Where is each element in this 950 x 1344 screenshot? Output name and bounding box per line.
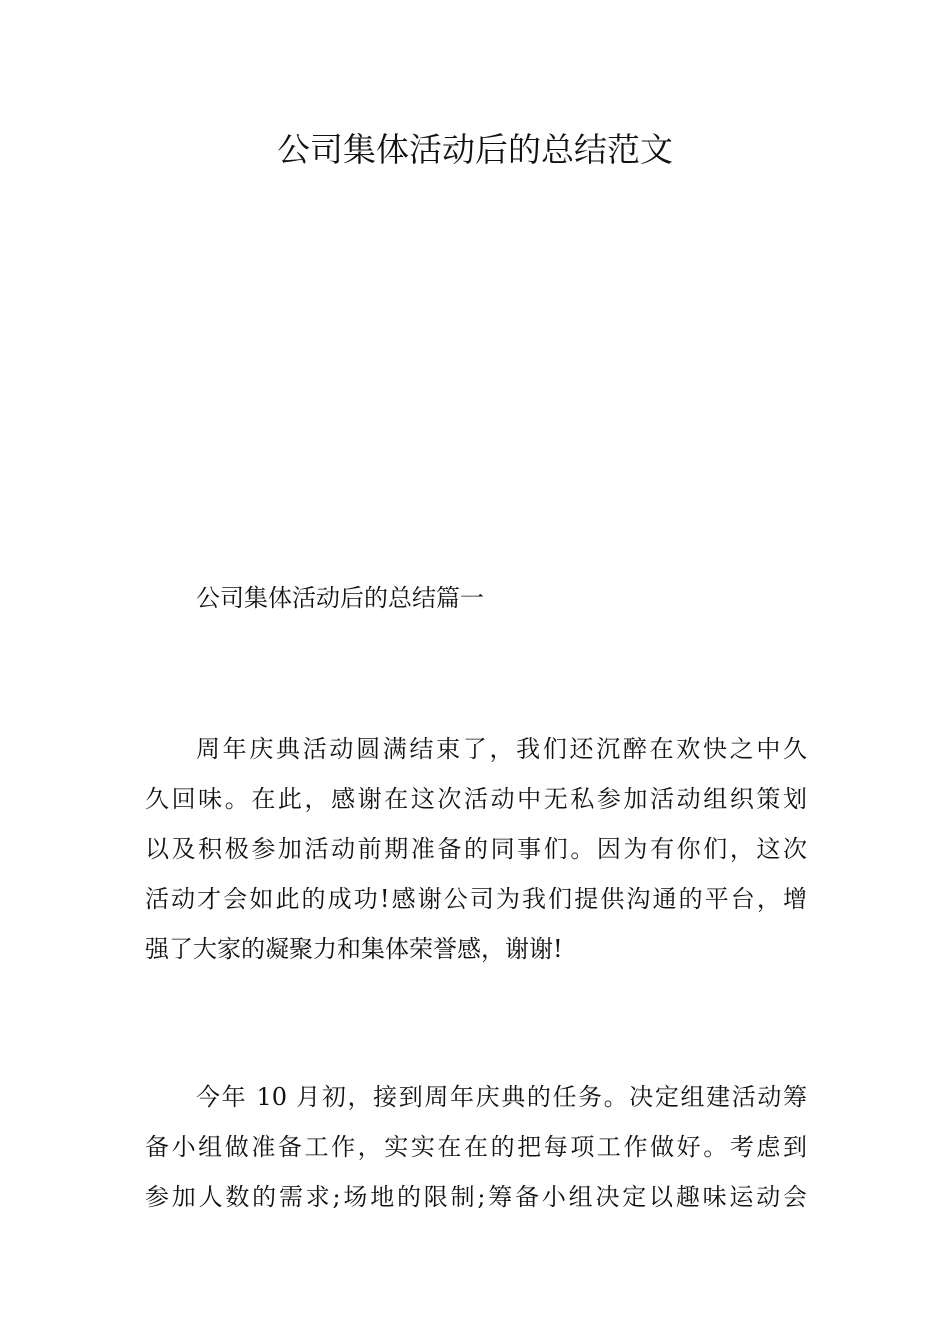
paragraph-line: 活动才会如此的成功!感谢公司为我们提供沟通的平台，增: [145, 885, 807, 913]
section-heading: 公司集体活动后的总结篇一: [196, 584, 484, 612]
paragraph-2: [145, 1072, 807, 1222]
document-title: 公司集体活动后的总结范文: [277, 130, 673, 169]
paragraph-line: 久回味。在此，感谢在这次活动中无私参加活动组织策划: [145, 785, 807, 813]
paragraph-line: 以及积极参加活动前期准备的同事们。因为有你们，这次: [145, 835, 807, 863]
paragraph-line: 备小组做准备工作，实实在在的把每项工作做好。考虑到: [145, 1133, 807, 1161]
paragraph-line: 强了大家的凝聚力和集体荣誉感，谢谢!: [145, 935, 563, 963]
paragraph-line: 参加人数的需求;场地的限制;筹备小组决定以趣味运动会: [145, 1183, 807, 1211]
paragraph-line: 今年 10 月初，接到周年庆典的任务。决定组建活动筹: [196, 1083, 807, 1111]
paragraph-line: 周年庆典活动圆满结束了，我们还沉醉在欢快之中久: [196, 735, 807, 763]
paragraph-1: [145, 724, 807, 974]
